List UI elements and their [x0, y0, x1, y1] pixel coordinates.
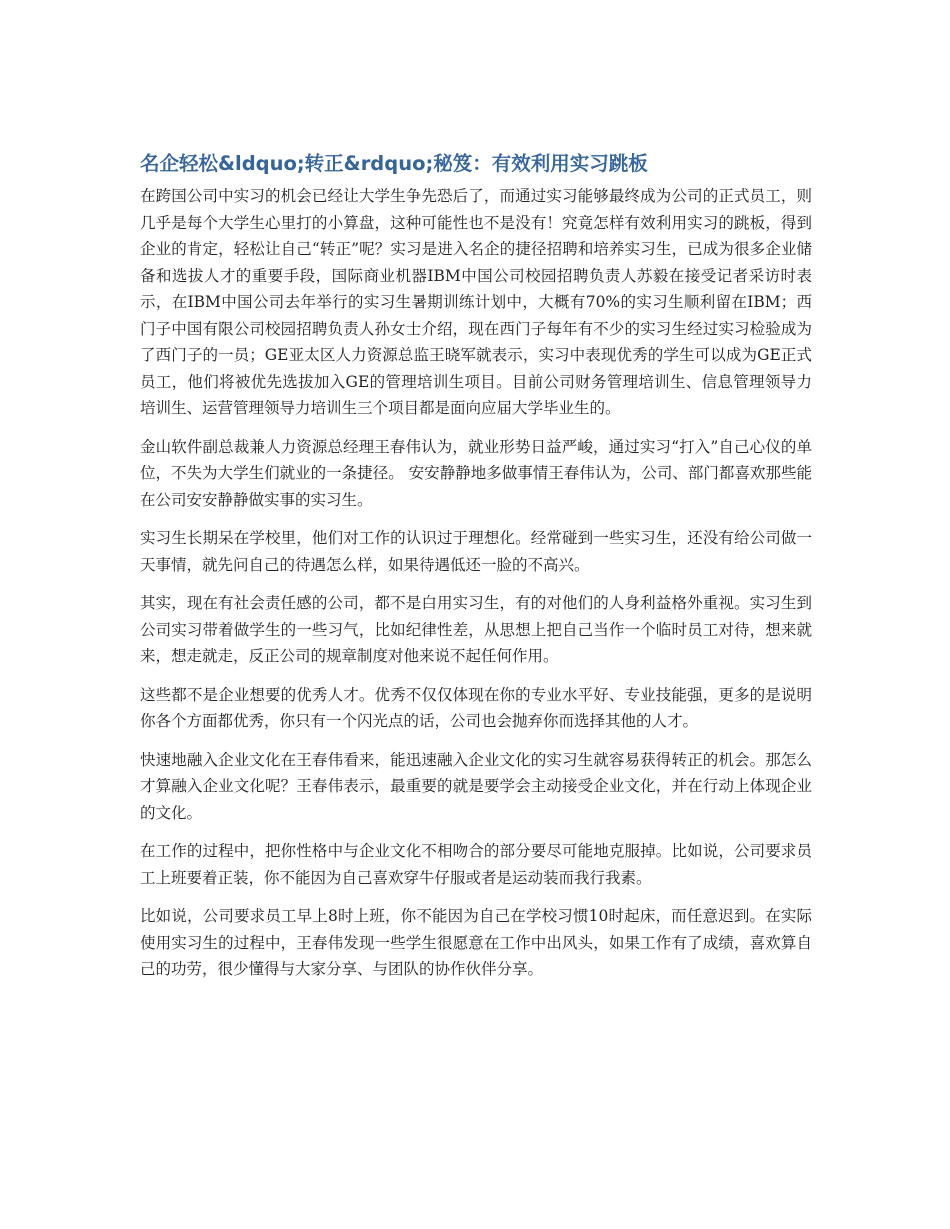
paragraph-3: 实习生长期呆在学校里，他们对工作的认识过于理想化。经常碰到一些实习生，还没有给公司做一天事情，就先问自己的待遇怎么样，如果待遇低还一脸的不高兴。 [140, 529, 812, 574]
paragraph-6: 快速地融入企业文化在王春伟看来，能迅速融入企业文化的实习生就容易获得转正的机会。那怎么才算融入企业文化呢？王春伟表示，最重要的就是要学会主动接受企业文化，并在行动上体现企业的文化。 [140, 750, 812, 822]
document-title: 名企轻松&ldquo;转正&rdquo;秘笈：有效利用实习跳板 [140, 152, 648, 175]
paragraph-4: 其实，现在有社会责任感的公司，都不是白用实习生，有的对他们的人身利益格外重视。实习生到公司实习带着做学生的一些习气，比如纪律性差，从思想上把自己当作一个临时员工对待，想来就来，想走就走，反正公司的规章制度对他来说不起任何作用。 [140, 594, 812, 665]
paragraph-7: 在工作的过程中，把你性格中与企业文化不相吻合的部分要尽可能地克服掉。比如说，公司要求员工上班要着正装，你不能因为自己喜欢穿牛仔服或者是运动装而我行我素。 [140, 842, 812, 887]
paragraph-5: 这些都不是企业想要的优秀人才。优秀不仅仅体现在你的专业水平好、专业技能强，更多的是说明你各个方面都优秀，你只有一个闪光点的话，公司也会抛弃你而选择其他的人才。 [140, 685, 812, 730]
paragraph-1: 在跨国公司中实习的机会已经让大学生争先恐后了，而通过实习能够最终成为公司的正式员工，则几乎是每个大学生心里打的小算盘，这种可能性也不是没有！究竟怎样有效利用实习的跳板，得到企业的肯定，轻松让自己“转正”呢？实习是进入名企的捷径招聘和培养实习生，已成为很多企业储备和选拔人才的重要手段，国际商业机器IBM中国公司校园招聘负责人苏毅在接受记者采访时表示，在IBM中国公司去年举行的实习生暑期训练计划中，大概有70%的实习生顺利留在IBM；西门子中国有限公司校园招聘负责人孙女士介绍，现在西门子每年有不少的实习生经过实习检验成为了西门子的一员；GE亚太区人力资源总监王晓军就表示，实习中表现优秀的学生可以成为GE正式员工，他们将被优先选拔加入GE的管理培训生项目。目前公司财务管理培训生、信息管理领导力培训生、运营管理领导力培训生三个项目都是面向应届大学毕业生的。 [140, 187, 812, 417]
document-page [140, 149, 812, 995]
paragraph-8: 比如说，公司要求员工早上8时上班，你不能因为自己在学校习惯10时起床，而任意迟到。在实际使用实习生的过程中，王春伟发现一些学生很愿意在工作中出风头，如果工作有了成绩，喜欢算自己的功劳，很少懂得与大家分享、与团队的协作伙伴分享。 [140, 907, 812, 978]
paragraph-2: 金山软件副总裁兼人力资源总经理王春伟认为，就业形势日益严峻，通过实习“打入”自己心仪的单位，不失为大学生们就业的一条捷径。 安安静静地多做事情王春伟认为，公司、部门都喜欢那些能在公司安安静静做实事的实习生。 [140, 437, 812, 509]
